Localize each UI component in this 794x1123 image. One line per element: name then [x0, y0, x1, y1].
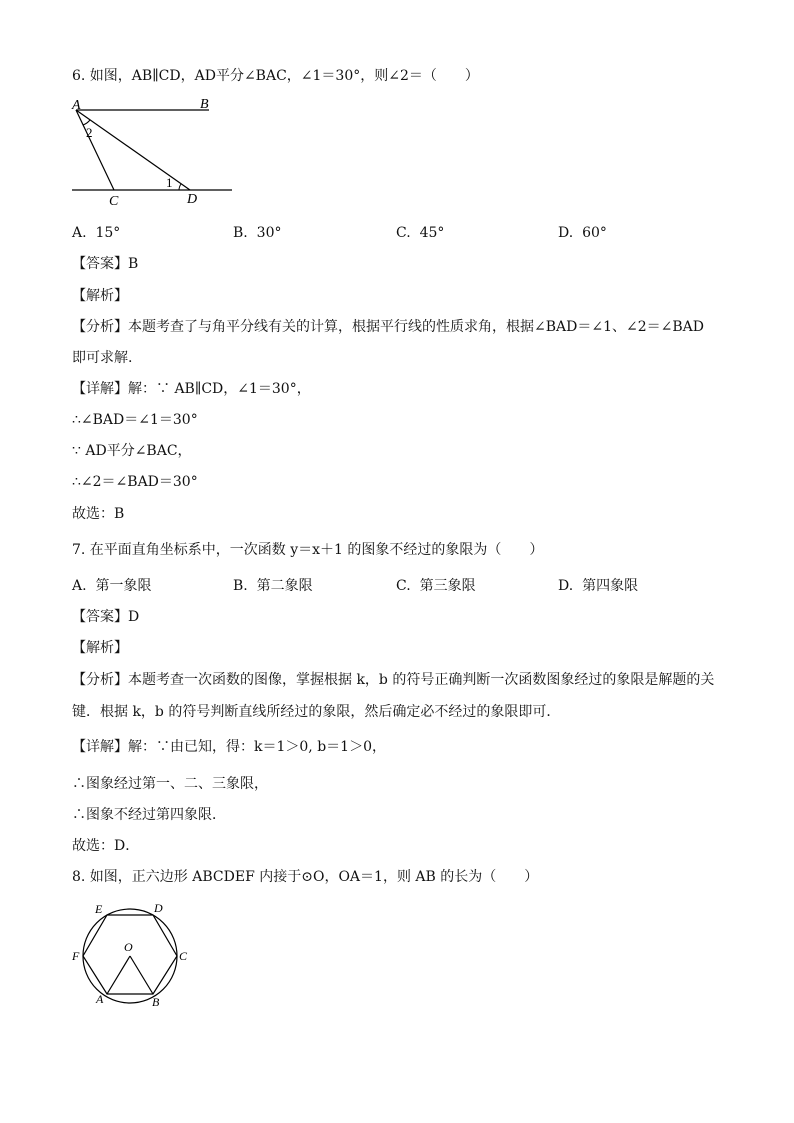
q7-detail-line-3: ∴图象不经过第四象限． [72, 807, 226, 823]
q8-label-d: D [154, 901, 163, 915]
q6-option-c: C. 45° [396, 225, 445, 241]
q6-label-d: D [187, 192, 198, 207]
q6-analysis-header: 【解析】 [72, 288, 128, 304]
q6-detail-line-4: ∴∠2＝∠BAD＝30° [72, 474, 198, 490]
q7-option-d: D. 第四象限 [558, 578, 639, 594]
q6-analysis-line-2: 即可求解. [72, 350, 133, 366]
q6-label-a: A [72, 98, 81, 113]
q6-label-angle1: 1 [166, 175, 173, 190]
q7-detail-line-1: 【详解】解：∵由已知，得：k＝1＞0, b＝1＞0， [72, 739, 386, 755]
q7-stem: 7. 在平面直角坐标系中，一次函数 y＝x＋1 的图象不经过的象限为（ ） [72, 542, 544, 558]
q6-label-angle2: 2 [86, 125, 93, 140]
q6-option-d: D. 60° [558, 225, 607, 241]
q6-detail-line-3: ∵ AD平分∠BAC， [72, 443, 192, 459]
q6-label-b: B [200, 97, 209, 112]
q8-figure [66, 898, 196, 1010]
q6-figure [66, 94, 238, 210]
q7-analysis-header: 【解析】 [72, 640, 128, 656]
q8-label-o: O [124, 940, 133, 954]
q6-analysis-line-1: 【分析】本题考查了与角平分线有关的计算，根据平行线的性质求角，根据∠BAD＝∠1、∠2＝∠BAD [72, 319, 704, 335]
q8-stem: 8. 如图，正六边形 ABCDEF 内接于⊙O，OA＝1，则 AB 的长为（ ） [72, 869, 539, 885]
q7-option-c: C. 第三象限 [396, 578, 476, 594]
q8-label-c: C [179, 949, 188, 963]
q6-label-c: C [109, 194, 119, 209]
q7-analysis-line-2: 键．根据 k，b 的符号判断直线所经过的象限，然后确定必不经过的象限即可． [72, 704, 561, 720]
q7-option-a: A. 第一象限 [72, 578, 152, 594]
q6-choice: 故选：B [72, 506, 125, 522]
q6-detail-line-2: ∴∠BAD＝∠1＝30° [72, 412, 198, 428]
q8-label-b: B [152, 995, 160, 1009]
q6-detail-line-1: 【详解】解：∵ AB∥CD，∠1＝30°， [72, 381, 311, 397]
q7-detail-line-2: ∴图象经过第一、二、三象限， [72, 776, 268, 792]
q7-analysis-line-1: 【分析】本题考查一次函数的图像，掌握根据 k，b 的符号正确判断一次函数图象经过的象限是解题的关 [72, 672, 715, 688]
q8-label-e: E [95, 902, 103, 916]
q6-stem: 6. 如图，AB∥CD，AD平分∠BAC，∠1＝30°，则∠2＝（ ） [72, 68, 479, 84]
q6-answer: 【答案】B [72, 256, 139, 272]
q8-label-f: F [72, 949, 80, 963]
q7-option-b: B. 第二象限 [233, 578, 313, 594]
q8-label-a: A [96, 992, 104, 1006]
q6-option-a: A. 15° [72, 225, 121, 241]
q7-answer: 【答案】D [72, 609, 140, 625]
q6-option-b: B. 30° [233, 225, 282, 241]
q7-choice: 故选：D． [72, 838, 140, 854]
